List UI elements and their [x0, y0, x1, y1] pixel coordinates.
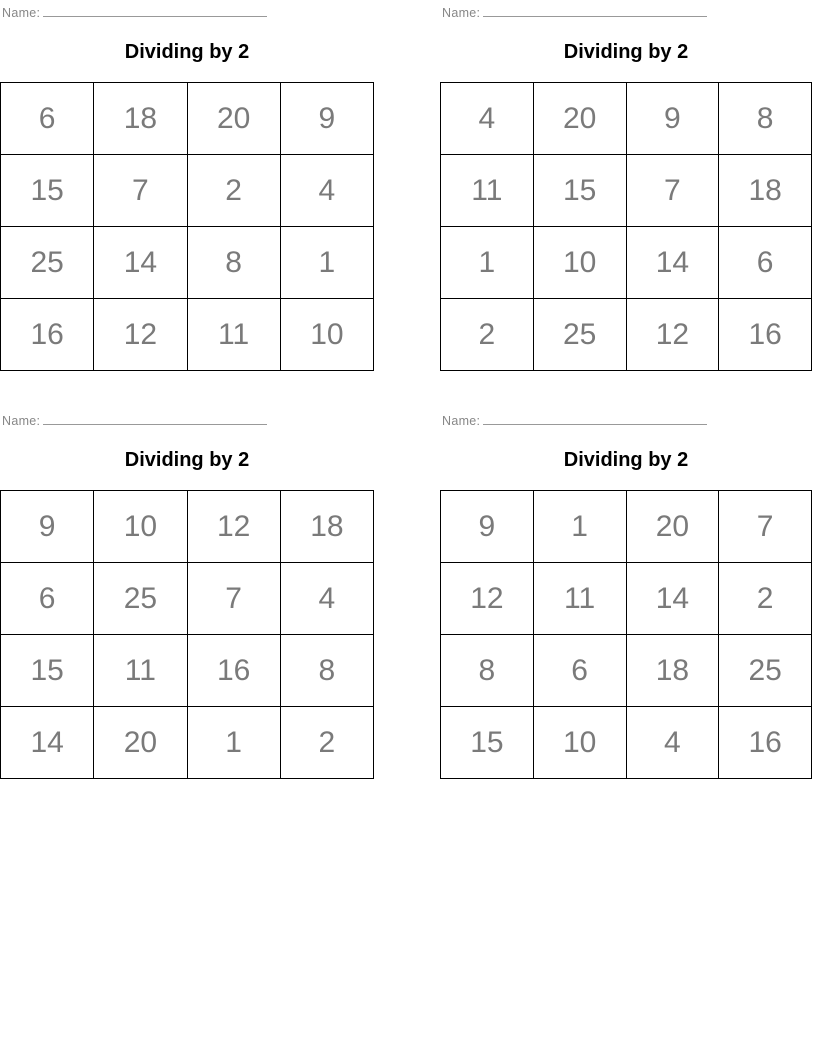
grid-cell: 25: [1, 227, 94, 299]
grid-cell: 11: [94, 635, 187, 707]
grid-cell: 4: [280, 563, 373, 635]
grid-cell: 14: [626, 563, 719, 635]
card-title: Dividing by 2: [563, 449, 689, 471]
grid-cell: 25: [719, 635, 812, 707]
grid-cell: 18: [626, 635, 719, 707]
grid-cell: 16: [187, 635, 280, 707]
grid-row: [441, 83, 812, 155]
grid-cell: 2: [280, 707, 373, 779]
grid-cell: 4: [441, 83, 534, 155]
grid-row: [1, 299, 374, 371]
grid-row: [1, 635, 374, 707]
grid-cell: 1: [533, 491, 626, 563]
grid-cell: 20: [626, 491, 719, 563]
grid-cell: 10: [94, 491, 187, 563]
grid-cell: 14: [94, 227, 187, 299]
grid-cell: 10: [533, 707, 626, 779]
name-fill-line: [483, 411, 707, 425]
grid-cell: 1: [441, 227, 534, 299]
number-grid: [0, 82, 374, 371]
grid-cell: 12: [441, 563, 534, 635]
grid-cell: 4: [280, 155, 373, 227]
grid-cell: 14: [1, 707, 94, 779]
bingo-card: [0, 0, 374, 372]
number-grid-body: [441, 491, 812, 779]
bingo-card: [440, 0, 812, 372]
card-title: Dividing by 2: [563, 41, 689, 63]
number-grid-body: [1, 491, 374, 779]
grid-cell: 6: [533, 635, 626, 707]
grid-cell: 25: [533, 299, 626, 371]
grid-cell: 9: [280, 83, 373, 155]
grid-cell: 18: [280, 491, 373, 563]
grid-cell: 16: [719, 707, 812, 779]
name-label: Name:: [442, 414, 481, 428]
grid-row: [441, 707, 812, 779]
grid-cell: 7: [94, 155, 187, 227]
grid-cell: 16: [1, 299, 94, 371]
bingo-card: [440, 408, 812, 780]
grid-cell: 10: [280, 299, 373, 371]
grid-cell: 20: [187, 83, 280, 155]
grid-cell: 2: [187, 155, 280, 227]
grid-cell: 1: [187, 707, 280, 779]
grid-cell: 25: [94, 563, 187, 635]
grid-cell: 9: [441, 491, 534, 563]
grid-cell: 4: [626, 707, 719, 779]
grid-cell: 18: [719, 155, 812, 227]
grid-cell: 12: [626, 299, 719, 371]
grid-cell: 11: [187, 299, 280, 371]
grid-cell: 6: [1, 83, 94, 155]
grid-row: [441, 491, 812, 563]
number-grid: [0, 490, 374, 779]
grid-row: [1, 563, 374, 635]
grid-cell: 8: [441, 635, 534, 707]
name-row: [2, 3, 267, 20]
name-label: Name:: [2, 6, 41, 20]
grid-cell: 7: [626, 155, 719, 227]
grid-cell: 2: [719, 563, 812, 635]
grid-row: [441, 155, 812, 227]
grid-cell: 2: [441, 299, 534, 371]
grid-row: [441, 227, 812, 299]
grid-row: [1, 491, 374, 563]
grid-cell: 15: [1, 155, 94, 227]
card-title: Dividing by 2: [124, 449, 250, 471]
name-fill-line: [483, 3, 707, 17]
bingo-card: [0, 408, 374, 780]
grid-row: [441, 299, 812, 371]
grid-cell: 9: [1, 491, 94, 563]
grid-row: [441, 563, 812, 635]
grid-cell: 6: [719, 227, 812, 299]
number-grid-body: [1, 83, 374, 371]
grid-row: [1, 707, 374, 779]
grid-row: [1, 155, 374, 227]
grid-cell: 7: [719, 491, 812, 563]
grid-cell: 15: [1, 635, 94, 707]
grid-cell: 12: [94, 299, 187, 371]
name-label: Name:: [442, 6, 481, 20]
grid-cell: 9: [626, 83, 719, 155]
grid-row: [1, 227, 374, 299]
number-grid: [440, 82, 812, 371]
grid-row: [1, 83, 374, 155]
grid-cell: 16: [719, 299, 812, 371]
card-title: Dividing by 2: [124, 41, 250, 63]
name-fill-line: [43, 3, 267, 17]
grid-cell: 12: [187, 491, 280, 563]
grid-cell: 7: [187, 563, 280, 635]
grid-cell: 15: [441, 707, 534, 779]
number-grid: [440, 490, 812, 779]
grid-cell: 8: [719, 83, 812, 155]
grid-cell: 20: [94, 707, 187, 779]
grid-row: [441, 635, 812, 707]
name-row: [442, 411, 707, 428]
grid-cell: 20: [533, 83, 626, 155]
number-grid-body: [441, 83, 812, 371]
grid-cell: 11: [441, 155, 534, 227]
grid-cell: 18: [94, 83, 187, 155]
name-row: [442, 3, 707, 20]
grid-cell: 10: [533, 227, 626, 299]
grid-cell: 8: [187, 227, 280, 299]
name-label: Name:: [2, 414, 41, 428]
grid-cell: 6: [1, 563, 94, 635]
name-row: [2, 411, 267, 428]
grid-cell: 11: [533, 563, 626, 635]
name-fill-line: [43, 411, 267, 425]
grid-cell: 1: [280, 227, 373, 299]
grid-cell: 8: [280, 635, 373, 707]
grid-cell: 15: [533, 155, 626, 227]
grid-cell: 14: [626, 227, 719, 299]
